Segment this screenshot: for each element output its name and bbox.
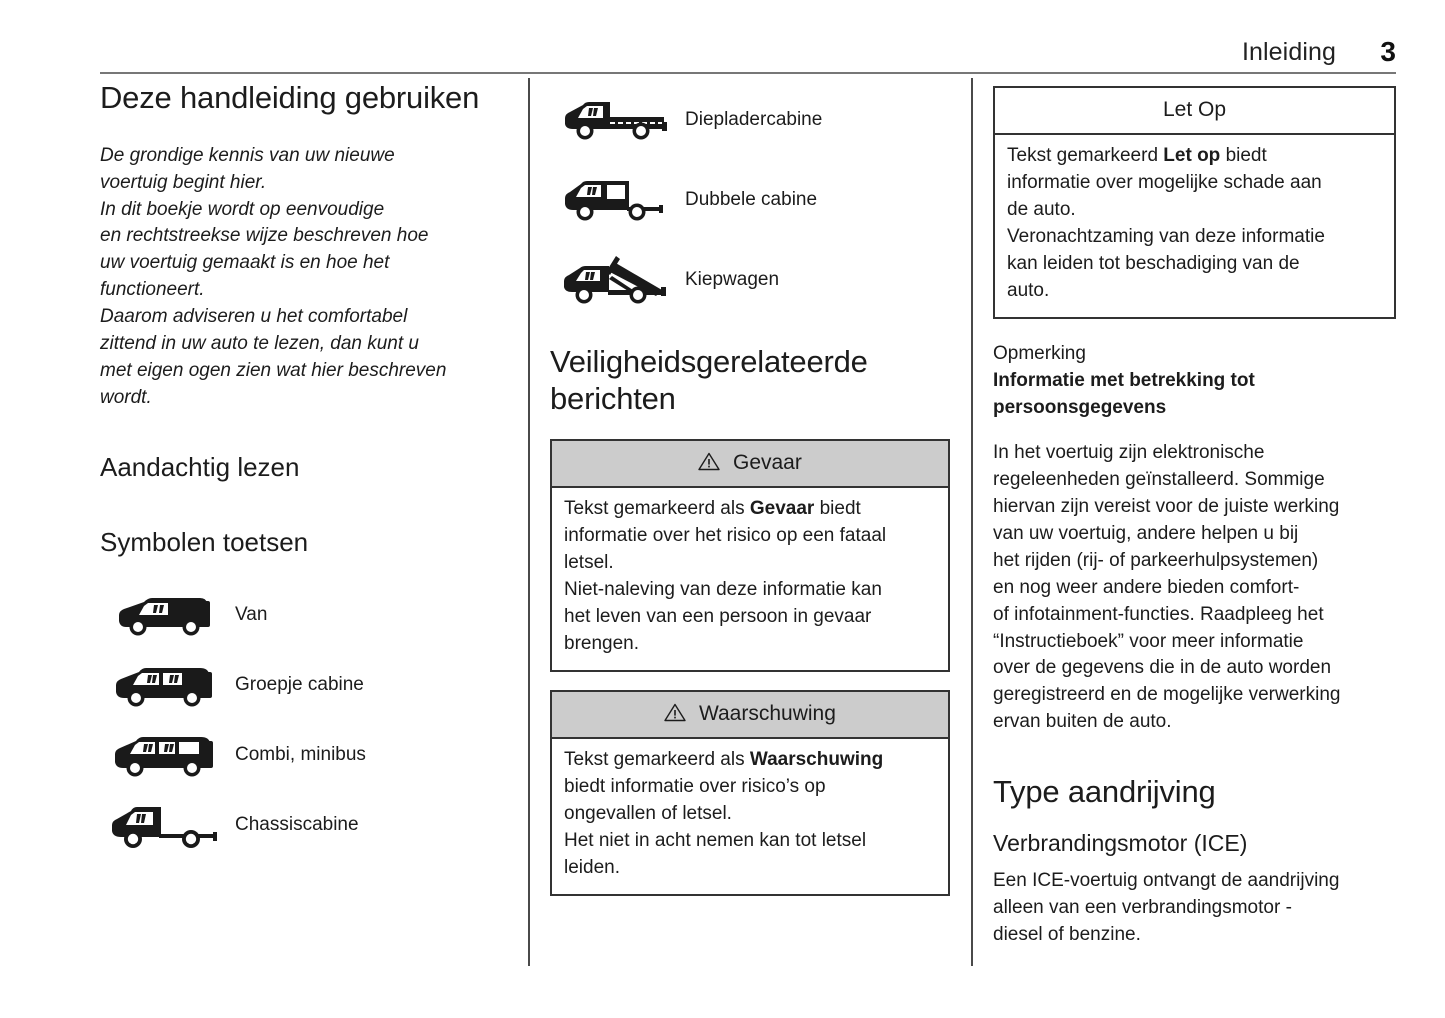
page-title: Deze handleiding gebruiken [100,80,480,115]
page-number: 3 [1380,36,1396,67]
notice-line: kan leiden tot beschadiging van de [1007,252,1300,274]
list-item [100,721,504,791]
list-item-label: Combi, minibus [235,744,366,766]
tipper-icon [550,252,685,308]
list-item [100,581,504,651]
note-body-line: of infotainment-functies. Raadpleeg het [993,603,1324,625]
note-body-line: hiervan zijn vereist voor de juiste werking [993,495,1340,517]
notice-line: letsel. [564,552,614,574]
combi-minibus-icon [100,731,235,781]
heading-safety-messages: Veiligheidsgerelateerde berichten [550,344,868,416]
heading-ice: Verbrandingsmotor (ICE) [993,829,1248,856]
list-item-label: Chassiscabine [235,814,359,836]
list-item [550,160,950,240]
notice-line: informatie over het risico op een fataal [564,525,887,547]
note-body-line: In het voertuig zijn elektronische [993,441,1265,463]
list-item-label: Van [235,604,268,626]
intro-line: De grondige kennis van uw nieuwe [100,144,395,166]
note-body-line: ervan buiten de auto. [993,711,1172,733]
note-body-line: het rijden (rij- of parkeerhulpsystemen) [993,549,1319,571]
notice-line: het leven van een persoon in gevaar [564,606,872,628]
intro-line: zittend in uw auto te lezen, dan kunt u [100,333,419,355]
list-item-label: Groepje cabine [235,674,364,696]
intro-line: functioneert. [100,279,205,301]
notice-line: informatie over mogelijke schade aan [1007,171,1322,193]
danger-notice-title: Gevaar [732,451,802,475]
notice-line: Tekst gemarkeerd als Gevaar biedt [564,498,861,520]
list-item [550,240,950,320]
notice-line: de auto. [1007,198,1076,220]
intro-line: en rechtstreekse wijze beschreven hoe [100,225,429,247]
ice-line: Een ICE-voertuig ontvangt de aandrijving [993,869,1340,891]
note-body [993,440,1396,737]
column-three [993,86,1396,949]
chassis-cab-icon [100,801,235,851]
warning-notice-header [552,692,948,739]
ice-paragraph [993,868,1396,949]
list-item-label: Dubbele cabine [685,188,818,210]
note-body-line: en nog weer andere bieden comfort- [993,576,1300,598]
list-item-label: Diepladercabine [685,108,823,130]
intro-paragraph [100,143,504,413]
caution-notice-box [993,86,1396,319]
list-item [100,791,504,861]
note-label: Opmerking [993,342,1086,364]
warning-triangle-icon [664,703,686,722]
notice-line: Niet-naleving van deze informatie kan [564,579,882,601]
notice-line: Veronachtzaming van deze informatie [1007,225,1325,247]
double-cab-icon [550,175,685,225]
warning-notice-body [552,739,948,894]
note-block [993,341,1396,422]
danger-notice-box [550,439,950,672]
column-two [550,80,950,896]
page-header [100,38,1396,74]
note-body-line: “Instructieboek” voor meer informatie [993,630,1304,652]
list-item-label: Kiepwagen [685,268,780,290]
notice-line: brengen. [564,633,640,654]
note-body-line: van uw voertuig, andere helpen u bij [993,522,1299,544]
dropside-cab-icon [550,96,685,144]
caution-notice-body [995,135,1394,317]
chapter-title: Inleiding [1241,38,1336,66]
column-separator-1 [528,78,530,966]
intro-line: In dit boekje wordt op eenvoudige [100,198,385,220]
intro-line: wordt. [100,387,152,409]
danger-notice-header [552,441,948,488]
notice-line: Het niet in acht nemen kan tot letsel [564,829,867,851]
intro-line: voertuig begint hier. [100,171,267,193]
notice-line: ongevallen of letsel. [564,802,732,824]
header-rule [100,72,1396,74]
warning-notice-box [550,690,950,896]
notice-line: auto. [1007,279,1050,301]
column-separator-2 [971,78,973,966]
intro-line: met eigen ogen zien wat hier beschreven [100,360,447,382]
intro-line: uw voertuig gemaakt is en hoe het [100,252,390,274]
note-body-line: geregistreerd en de mogelijke verwerking [993,684,1341,706]
note-body-line: over de gegevens die in de auto worden [993,657,1332,679]
notice-line: Tekst gemarkeerd Let op biedt [1007,145,1267,166]
crew-cab-icon [100,662,235,710]
warning-notice-title: Waarschuwing [698,701,836,725]
note-subject-line: Informatie met betrekking tot [993,369,1255,391]
danger-notice-body [552,488,948,670]
heading-symbols: Symbolen toetsen [100,527,309,558]
warning-triangle-icon [698,452,720,471]
heading-drive-type: Type aandrijving [993,774,1216,810]
ice-line: diesel of benzine. [993,923,1141,945]
column-one [100,80,504,861]
notice-line: leiden. [564,856,620,878]
intro-line: Daarom adviseren u het comfortabel [100,306,408,328]
list-item [100,651,504,721]
list-item [550,80,950,160]
note-body-line: regeleenheden geïnstalleerd. Sommige [993,468,1325,490]
van-icon [100,593,235,639]
ice-line: alleen van een verbrandingsmotor - [993,896,1292,918]
heading-read-carefully: Aandachtig lezen [100,452,300,483]
notice-line: biedt informatie over risico’s op [564,775,826,797]
note-subject-line: persoonsgegevens [993,396,1167,418]
notice-line: Tekst gemarkeerd als Waarschuwing [564,748,884,770]
caution-notice-header [995,88,1394,135]
caution-notice-title: Let Op [1162,98,1227,121]
